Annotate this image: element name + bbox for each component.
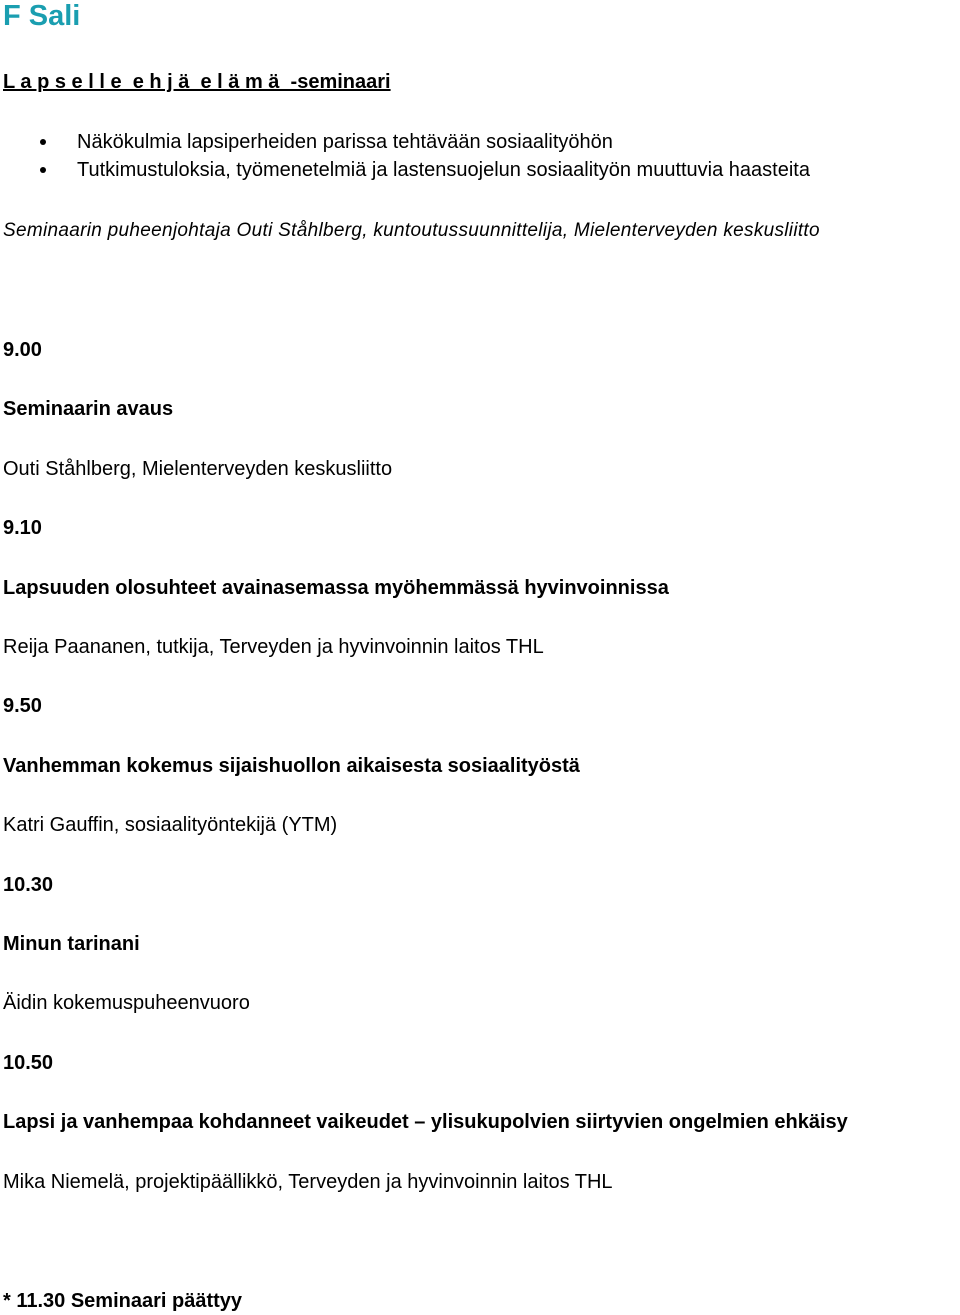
program-title: Minun tarinani xyxy=(3,933,140,955)
seminar-chair: Seminaarin puheenjohtaja Outi Ståhlberg, kuntoutussuunnittelija, Mielenterveyden keskusliitto xyxy=(3,220,820,241)
closing-line: * 11.30 Seminaari päättyy xyxy=(3,1290,243,1312)
program-speaker: Katri Gauffin, sosiaalityöntekijä (YTM) xyxy=(3,814,338,836)
program-time: 9.10 xyxy=(3,517,42,539)
program-title: Lapsi ja vanhempaa kohdanneet vaikeudet – ylisukupolvien siirtyvien ongelmien ehkäisy xyxy=(3,1111,848,1133)
bullet-icon xyxy=(40,139,46,145)
topic-item xyxy=(0,156,810,184)
program-speaker: Äidin kokemuspuheenvuoro xyxy=(3,992,250,1014)
bullet-icon xyxy=(40,167,46,173)
program-time: 9.50 xyxy=(3,695,42,717)
program-title: Vanhemman kokemus sijaishuollon aikaisesta sosiaalityöstä xyxy=(3,755,580,777)
seminar-title: L a p s e l l e e h j ä e l ä m ä -seminaari xyxy=(3,71,391,93)
program-time: 10.30 xyxy=(3,874,54,896)
program-title: Lapsuuden olosuhteet avainasemassa myöhemmässä hyvinvoinnissa xyxy=(3,577,669,599)
program-title: Seminaarin avaus xyxy=(3,398,174,420)
room-title: F Sali xyxy=(3,0,81,32)
program-speaker: Reija Paananen, tutkija, Terveyden ja hyvinvoinnin laitos THL xyxy=(3,636,544,658)
topic-text: Tutkimustuloksia, työmenetelmiä ja lastensuojelun sosiaalityön muuttuvia haasteita xyxy=(77,159,810,181)
program-time: 10.50 xyxy=(3,1052,54,1074)
program-speaker: Mika Niemelä, projektipäällikkö, Terveyden ja hyvinvoinnin laitos THL xyxy=(3,1171,613,1193)
program-speaker: Outi Ståhlberg, Mielenterveyden keskusliitto xyxy=(3,458,393,480)
topic-text: Näkökulmia lapsiperheiden parissa tehtävään sosiaalityöhön xyxy=(77,131,613,153)
program-time: 9.00 xyxy=(3,339,42,361)
topic-list xyxy=(0,128,810,184)
topic-item xyxy=(0,128,810,156)
